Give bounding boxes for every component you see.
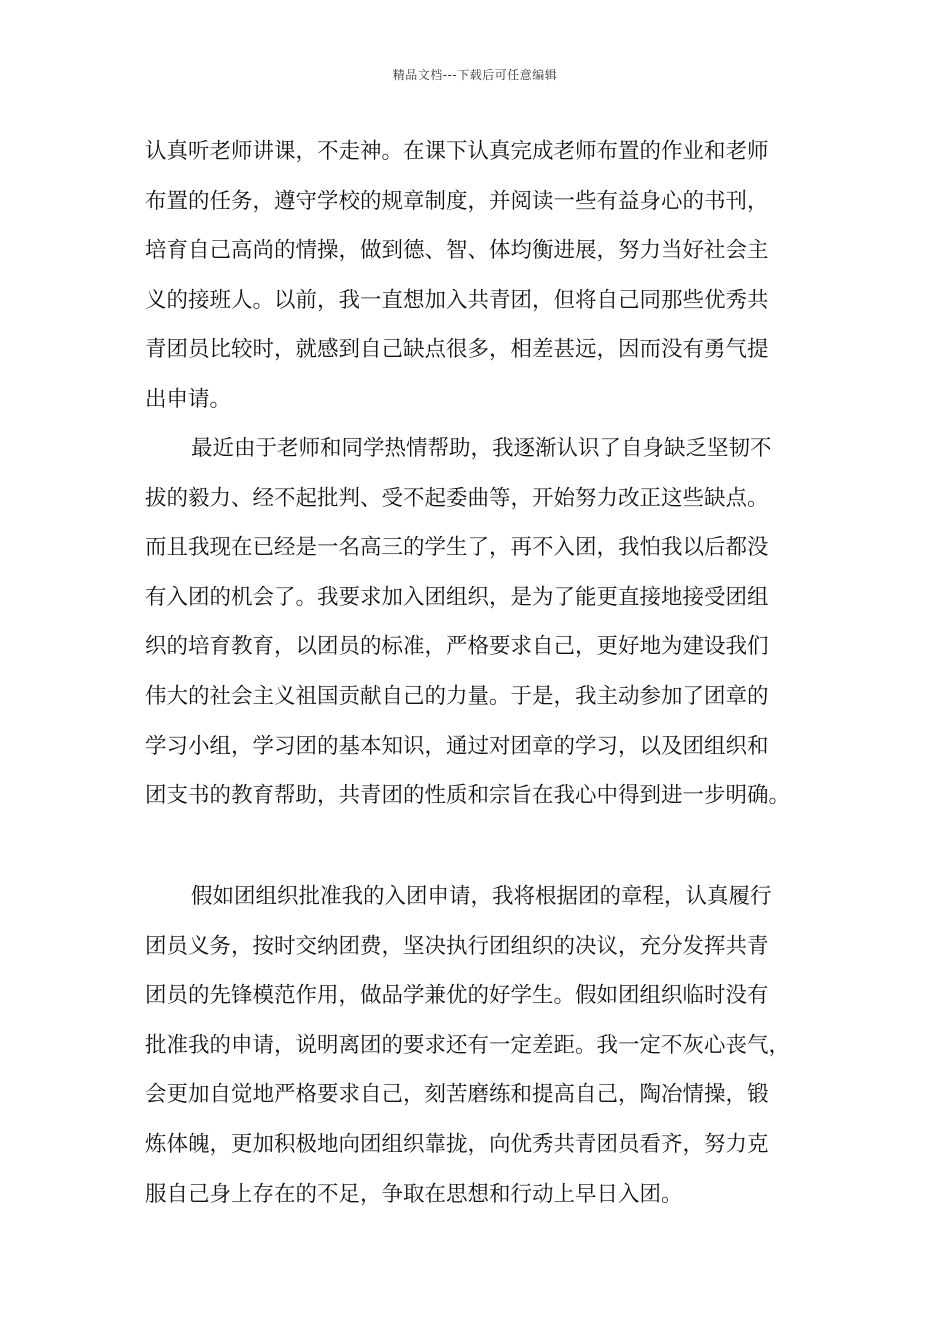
page-header: 精品文档---下载后可任意编辑 <box>392 68 558 82</box>
paragraph-line: 出申请。 <box>145 386 232 412</box>
paragraph-line: 有入团的机会了。我要求加入团组织，是为了能更直接地接受团组 <box>145 584 769 610</box>
paragraph-line: 炼体魄，更加积极地向团组织靠拢，向优秀共青团员看齐，努力克 <box>145 1131 769 1157</box>
paragraph-line: 认真听老师讲课，不走神。在课下认真完成老师布置的作业和老师 <box>145 139 769 164</box>
paragraph-line: 团支书的教育帮助，共青团的性质和宗旨在我心中得到进一步明确。 <box>145 783 791 809</box>
paragraph-line: 团员的先锋模范作用，做品学兼优的好学生。假如团组织临时没有 <box>145 983 769 1009</box>
paragraph-line: 青团员比较时，就感到自己缺点很多，相差甚远，因而没有勇气提 <box>145 337 769 363</box>
paragraph-line: 织的培育教育，以团员的标准，严格要求自己，更好地为建设我们 <box>145 634 769 660</box>
paragraph-line: 批准我的申请，说明离团的要求还有一定差距。我一定不灰心丧气， <box>145 1032 791 1058</box>
paragraph-2 <box>145 424 825 821</box>
paragraph-line: 培育自己高尚的情操，做到德、智、体均衡进展，努力当好社会主 <box>145 238 769 264</box>
paragraph-line: 而且我现在已经是一名高三的学生了，再不入团，我怕我以后都没 <box>145 535 769 561</box>
paragraph-line: 义的接班人。以前，我一直想加入共青团，但将自己同那些优秀共 <box>145 287 769 313</box>
paragraph-1 <box>145 127 825 425</box>
paragraph-line: 假如团组织批准我的入团申请，我将根据团的章程，认真履行 <box>191 884 772 909</box>
paragraph-line: 最近由于老师和同学热情帮助，我逐渐认识了自身缺乏坚韧不 <box>191 436 772 461</box>
paragraph-line: 服自己身上存在的不足，争取在思想和行动上早日入团。 <box>145 1181 683 1207</box>
paragraph-line: 会更加自觉地严格要求自己，刻苦磨练和提高自己，陶冶情操，锻 <box>145 1082 769 1108</box>
paragraph-3 <box>145 872 825 1219</box>
paragraph-line: 学习小组，学习团的基本知识，通过对团章的学习，以及团组织和 <box>145 733 769 759</box>
paragraph-line: 伟大的社会主义祖国贡献自己的力量。于是，我主动参加了团章的 <box>145 683 769 709</box>
paragraph-line: 布置的任务，遵守学校的规章制度，并阅读一些有益身心的书刊， <box>145 188 769 214</box>
paragraph-line: 团员义务，按时交纳团费，坚决执行团组织的决议，充分发挥共青 <box>145 933 769 959</box>
paragraph-line: 拔的毅力、经不起批判、受不起委曲等，开始努力改正这些缺点。 <box>145 485 769 511</box>
